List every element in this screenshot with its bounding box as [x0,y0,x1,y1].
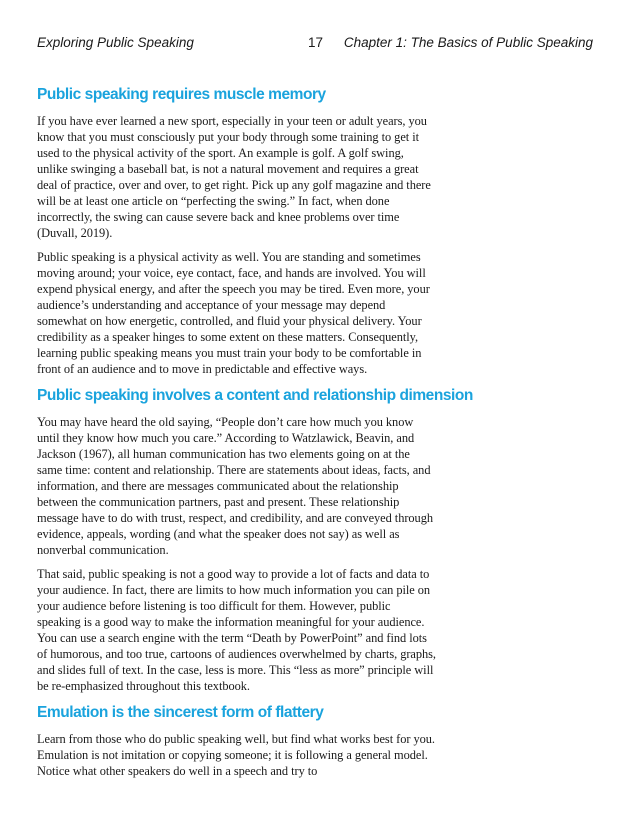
paragraph: That said, public speaking is not a good way to provide a lot of facts and data to your audience. In fact, there are limits to how much information you can pile on your audience before listening is too difficult for them. However, public speaking is a good way to make the information meaningful for your audience. You can use a search engine with the term “Death by PowerPoint” and find lots of humorous, and too true, cartoons of audiences overwhelmed by charts, graphs, and slides full of text. In the case, less is more. This “less as more” principle will be re-emphasized throughout this textbook. [37,567,436,693]
book-title: Exploring Public Speaking [37,35,194,50]
paragraph: You may have heard the old saying, “People don’t care how much you know until they know how much you care.” According to Watzlawick, Beavin, and Jackson (1967), all human communication has two elements going on at the same time: content and relationship. There are statements about ideas, facts, and information, and there are messages communicated about the relationship between the communication partners, past and present. These relationship message have to do with trust, respect, and credibility, and are conveyed through evidence, appeals, wording (and what the speaker does not say) as well as nonverbal communication. [37,415,433,557]
section-content-relationship [37,387,473,694]
section-heading: Emulation is the sincerest form of flattery [37,704,324,721]
page-body [37,86,473,789]
paragraph: Learn from those who do public speaking well, but find what works best for you. Emulation is not imitation or copying someone; it is following a general model. Notice what other speakers do well in a speech and try to [37,732,435,778]
paragraph: Public speaking is a physical activity as well. You are standing and sometimes moving around; your voice, eye contact, face, and hands are involved. You will expend physical energy, and after the speech you may be tired. Even more, your audience’s understanding and acceptance of your message may depend somewhat on how energetic, controlled, and fluid your physical delivery. Your credibility as a speaker hinges to some extent on these matters. Consequently, learning public speaking means you must train your body to be comfortable in front of an audience and to move in predictable and effective ways. [37,250,430,376]
page-number: 17 [308,35,324,50]
section-muscle-memory [37,86,437,377]
paragraph: If you have ever learned a new sport, especially in your teen or adult years, you know that you must consciously put your body through some training to get it used to the physical activity of the sport. An example is golf. A golf swing, unlike swinging a baseball bat, is not a natural movement and requires a great deal of practice, over and over, to get right. Pick up any golf magazine and there will be at least one article on “perfecting the swing.” In fact, when done incorrectly, the swing can cause severe back and knee problems over time (Duvall, 2019). [37,114,431,240]
section-emulation [37,704,437,779]
running-header [37,35,593,55]
section-heading: Public speaking requires muscle memory [37,86,326,103]
chapter-title: Chapter 1: The Basics of Public Speaking [343,35,593,50]
section-heading: Public speaking involves a content and relationship dimension [37,387,473,404]
